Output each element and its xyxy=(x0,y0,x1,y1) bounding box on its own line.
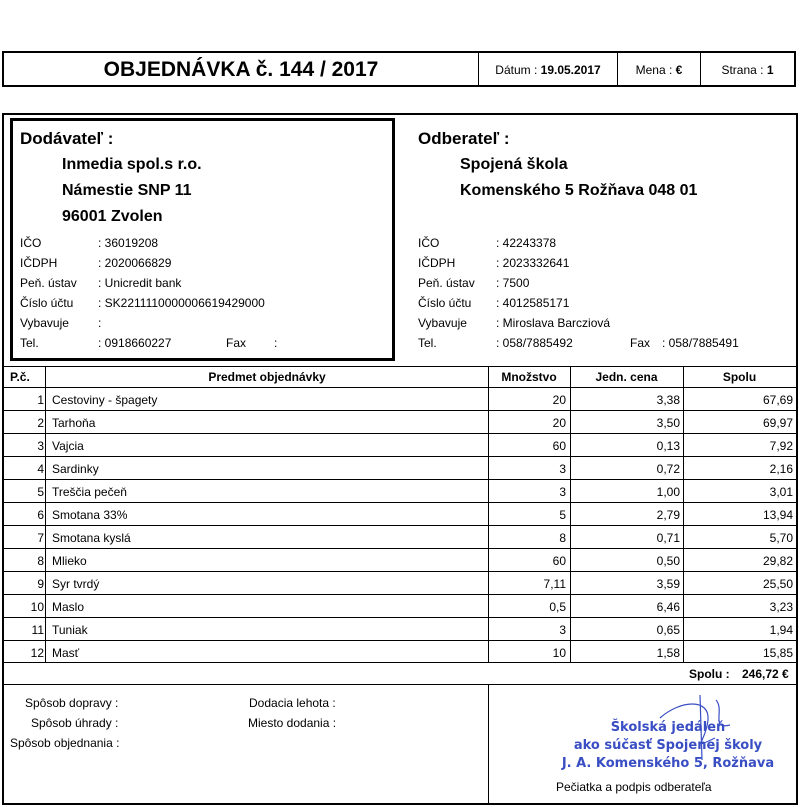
table-bottom-border xyxy=(4,662,796,663)
customer-icdph-value: : 2023332641 xyxy=(496,256,570,270)
row-quantity: 60 xyxy=(552,554,566,568)
transport-label: Spôsob dopravy : xyxy=(25,696,119,710)
row-quantity: 3 xyxy=(559,623,566,637)
row-unit-price: 1,00 xyxy=(656,485,680,499)
footer-divider xyxy=(488,684,489,805)
row-number: 11 xyxy=(31,623,44,637)
row-item: Smotana 33% xyxy=(52,508,128,522)
currency-value: € xyxy=(675,63,683,77)
supplier-ico-value: : 36019208 xyxy=(98,236,159,250)
col-header-qty: Množstvo xyxy=(501,370,557,384)
row-item: Sardinky xyxy=(52,462,99,476)
currency-label: Mena : xyxy=(635,63,673,77)
row-item: Mlieko xyxy=(52,554,87,568)
order-header xyxy=(2,51,796,87)
supplier-icdph-value: : 2020066829 xyxy=(98,256,172,270)
total-bottom-border xyxy=(4,684,796,685)
supplier-fax-label: Fax xyxy=(226,336,247,350)
customer-account-value: : 4012585171 xyxy=(496,296,570,310)
row-total: 25,50 xyxy=(762,577,793,591)
row-total: 7,92 xyxy=(769,439,793,453)
row-unit-price: 0,72 xyxy=(656,462,680,476)
row-total: 29,82 xyxy=(762,554,793,568)
row-item: Masť xyxy=(52,646,80,660)
row-unit-price: 0,65 xyxy=(656,623,680,637)
customer-contact-label: Vybavuje xyxy=(418,316,467,330)
row-quantity: 10 xyxy=(552,646,566,660)
row-number: 5 xyxy=(37,485,44,499)
col-header-unit-price: Jedn. cena xyxy=(595,370,658,384)
order-title: OBJEDNÁVKA č. 144 / 2017 xyxy=(4,53,479,85)
row-number: 7 xyxy=(37,531,44,545)
row-number: 2 xyxy=(37,416,44,430)
row-item: Smotana kyslá xyxy=(52,531,131,545)
row-quantity: 5 xyxy=(559,508,566,522)
row-total: 3,23 xyxy=(769,600,793,614)
row-number: 9 xyxy=(37,577,44,591)
stamp-line-2: ako súčasť Spojenej školy xyxy=(573,738,763,753)
row-unit-price: 3,59 xyxy=(656,577,680,591)
delivery-time-label: Dodacia lehota : xyxy=(249,696,336,710)
customer-fax-value: : 058/7885491 xyxy=(662,336,739,350)
page-cell xyxy=(701,53,794,85)
row-unit-price: 1,58 xyxy=(656,646,680,660)
row-total: 13,94 xyxy=(762,508,793,522)
customer-heading: Odberateľ : xyxy=(418,129,510,148)
row-unit-price: 2,79 xyxy=(656,508,680,522)
supplier-tel-label: Tel. xyxy=(20,336,39,350)
row-unit-price: 0,13 xyxy=(656,439,680,453)
row-item: Syr tvrdý xyxy=(52,577,100,591)
row-total: 1,94 xyxy=(769,623,793,637)
row-total: 69,97 xyxy=(762,416,793,430)
table-row xyxy=(4,572,796,595)
row-total: 15,85 xyxy=(762,646,793,660)
stamp-line-1: Školská jedáleň xyxy=(610,720,726,735)
row-quantity: 0,5 xyxy=(549,600,566,614)
table-row xyxy=(4,457,796,480)
customer-bank-value: : 7500 xyxy=(496,276,530,290)
supplier-icdph-label: IČDPH xyxy=(20,256,58,270)
customer-address: Komenského 5 Rožňava 048 01 xyxy=(460,182,698,199)
row-item: Cestoviny - špagety xyxy=(52,393,158,407)
customer-name: Spojená škola xyxy=(460,156,568,173)
row-quantity: 20 xyxy=(552,416,566,430)
row-item: Maslo xyxy=(52,600,85,614)
currency-cell xyxy=(618,53,701,85)
customer-fax-label: Fax xyxy=(630,336,651,350)
supplier-contact-value: : xyxy=(98,316,102,330)
supplier-street: Námestie SNP 11 xyxy=(62,182,192,199)
row-quantity: 8 xyxy=(559,531,566,545)
row-number: 3 xyxy=(37,439,44,453)
col-header-total: Spolu xyxy=(722,370,757,384)
row-number: 8 xyxy=(37,554,44,568)
supplier-name: Inmedia spol.s r.o. xyxy=(62,156,202,173)
row-item: Tarhoňa xyxy=(52,416,96,430)
total-value: 246,72 € xyxy=(742,667,789,681)
supplier-fax-value: : xyxy=(274,336,278,350)
row-number: 10 xyxy=(30,600,44,614)
customer-tel-value: : 058/7885492 xyxy=(496,336,573,350)
table-row xyxy=(4,434,796,457)
row-number: 1 xyxy=(37,393,44,407)
date-value: 19.05.2017 xyxy=(540,63,601,77)
row-unit-price: 3,38 xyxy=(656,393,680,407)
table-row xyxy=(4,549,796,572)
table-row xyxy=(4,595,796,618)
table-row xyxy=(4,503,796,526)
customer-contact-value: : Miroslava Barcziová xyxy=(496,316,611,330)
row-quantity: 20 xyxy=(552,393,566,407)
row-unit-price: 0,71 xyxy=(656,531,680,545)
supplier-bank-label: Peň. ústav xyxy=(20,276,77,290)
row-item: Vajcia xyxy=(52,439,84,453)
col-header-item: Predmet objednávky xyxy=(208,370,326,384)
supplier-heading: Dodávateľ : xyxy=(20,129,114,148)
page-label: Strana : xyxy=(721,63,764,77)
order-method-label: Spôsob objednania : xyxy=(10,736,120,750)
customer-bank-label: Peň. ústav xyxy=(418,276,475,290)
table-row xyxy=(4,641,796,663)
table-row xyxy=(4,618,796,641)
row-unit-price: 3,50 xyxy=(656,416,680,430)
supplier-contact-label: Vybavuje xyxy=(20,316,69,330)
supplier-ico-label: IČO xyxy=(20,236,42,250)
supplier-bank-value: : Unicredit bank xyxy=(98,276,182,290)
supplier-city: 96001 Zvolen xyxy=(62,208,163,225)
customer-ico-label: IČO xyxy=(418,236,440,250)
table-row xyxy=(4,411,796,434)
row-unit-price: 6,46 xyxy=(656,600,680,614)
col-header-no: P.č. xyxy=(10,370,30,384)
customer-icdph-label: IČDPH xyxy=(418,256,456,270)
row-number: 12 xyxy=(30,646,44,660)
delivery-place-label: Miesto dodania : xyxy=(248,716,337,730)
table-header-row xyxy=(4,367,796,388)
row-item: Tuniak xyxy=(52,623,88,637)
supplier-account-label: Číslo účtu xyxy=(20,296,74,310)
supplier-account-value: : SK2211110000006619429000 xyxy=(98,296,265,310)
row-number: 6 xyxy=(37,508,44,522)
date-label: Dátum : xyxy=(495,63,538,77)
table-row xyxy=(4,480,796,503)
stamp-line-3: J. A. Komenského 5, Rožňava xyxy=(561,756,775,771)
row-quantity: 7,11 xyxy=(543,577,566,591)
row-unit-price: 0,50 xyxy=(656,554,680,568)
row-total: 2,16 xyxy=(769,462,793,476)
row-total: 67,69 xyxy=(762,393,793,407)
row-quantity: 60 xyxy=(552,439,566,453)
supplier-tel-value: : 0918660227 xyxy=(98,336,172,350)
customer-tel-label: Tel. xyxy=(418,336,437,350)
row-item: Treščia pečeň xyxy=(52,485,127,499)
customer-account-label: Číslo účtu xyxy=(418,296,472,310)
table-row xyxy=(4,388,796,411)
total-label: Spolu : xyxy=(689,667,730,681)
signature-caption: Pečiatka a podpis odberateľa xyxy=(556,780,712,794)
row-total: 5,70 xyxy=(769,531,793,545)
table-row xyxy=(4,526,796,549)
row-number: 4 xyxy=(37,462,44,476)
row-total: 3,01 xyxy=(769,485,793,499)
row-quantity: 3 xyxy=(559,462,566,476)
row-quantity: 3 xyxy=(559,485,566,499)
page-value: 1 xyxy=(766,63,774,77)
date-cell xyxy=(479,53,618,85)
payment-label: Spôsob úhrady : xyxy=(31,716,119,730)
customer-ico-value: : 42243378 xyxy=(496,236,557,250)
